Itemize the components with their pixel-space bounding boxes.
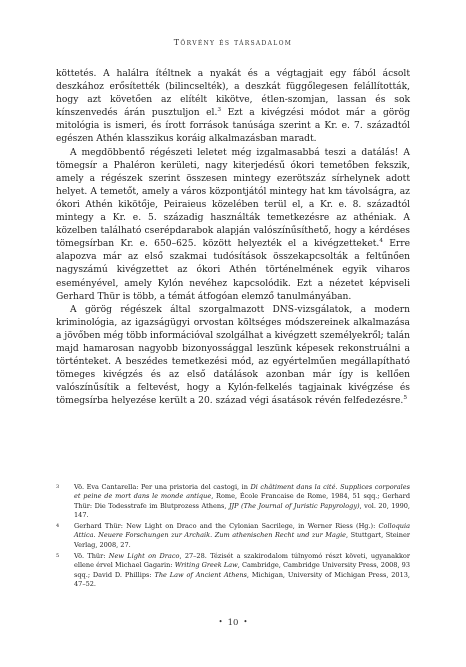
- text-run: A görög régészek által szorgalmazott DNS-vizsgálatok, a modern kriminológia, az igazságügyi orvostan költséges módszereinek alkalmazása a jövőben még több információval szolgálhat a kivégzett személyekről; talán majd hamarosan nagyobb bizonyossággal leszünk képesek rekonstruálni a történteket. A beszédes temetkezési mód, az egyértelműen megállapítható tömeges kivégzés és az első datálások azonban már így is kellően valószínűsítik a feltevést, hogy a Kylón-felkelés tagjainak kivégzése és tömegsírba helyezése került a 20. század végi ásatások révén felfedezésre.: [56, 304, 410, 407]
- footnote: [56, 522, 410, 550]
- text-run: , Michigan, University of Michigan Press, 2013, 47–52.: [74, 570, 411, 588]
- text-run: Vö. Thür:: [74, 552, 109, 561]
- italic-title: Writing Greek Law: [174, 561, 238, 570]
- footnote-reference: 3: [217, 107, 222, 114]
- text-run: Erre alapozva már az első szakmai tudósítások összekapcsolták a feltűnően nagyszámú kivégzettet az ókori Athén történelmének egyik viharos eseményével, amely Kylón nevéhez kapcsolódik. Ezt a nézetet képviseli Gerhard Thür is több, a témát átfogóan elemző tanulmányában.: [56, 239, 411, 302]
- footnotes: [56, 483, 410, 591]
- text-run: , Stuttgart, Steiner Verlag, 2008, 27.: [74, 531, 410, 549]
- italic-title: The Law of Ancient Athens: [154, 570, 247, 579]
- text-run: Vö. Eva Cantarella: Per una pristoria del castogi, in: [74, 483, 251, 491]
- italic-title: Di châtiment dans la cité. Supplices corporales et peine de mort dans le monde antique: [74, 483, 411, 501]
- text-run: , vol. 20, 1990, 147.: [74, 501, 410, 519]
- folio-bullet-left: •: [218, 618, 223, 626]
- page-number: [0, 618, 466, 628]
- footnote-reference: 4: [379, 238, 384, 245]
- running-head: Törvény és társadalom: [173, 38, 293, 47]
- paragraph: [56, 68, 410, 147]
- folio-number: 10: [227, 618, 239, 628]
- text-run: Ezt a kivégzési módot már a görög mitológia is ismeri, és írott források tanúsága szerint a Kr. e. 7. századtól egészen Athén klasszikus koráig alkalmazásban maradt.: [56, 108, 410, 145]
- text-run: Gerhard Thür: New Light on Draco and the Cylonian Sacrilege, in Werner Riess (Hg.):: [74, 522, 379, 531]
- footnote-reference: 5: [403, 395, 408, 402]
- body-text: [56, 68, 410, 408]
- italic-title: JJP (The Journal of Juristic Papyrology): [228, 501, 360, 510]
- footnote-number: 5: [56, 553, 60, 560]
- folio-bullet-right: •: [243, 618, 248, 626]
- footnote: [56, 483, 410, 520]
- text-run: A megdöbbentő régészeti leletet még izgalmasabbá teszi a datálás! A tömegsír a Phaléron kerületi, nagy kiterjedésű ókori temetőben fekszik, amely a régészek szerint összesen mintegy ezerötszáz sírhelynek adott helyet. A temetőt, amely a város központjától mintegy hat km távolságra, az ókori Athén kikötője, Peiraieus közelében terül el, a Kr. e. 8. századtól mintegy a Kr. e. 5. századig használták temetkezésre az athéniak. A közelben található cserépdarabok alapján valószínűsíthető, hogy a kérdéses tömegsírban Kr. e. 650–625. között helyezték el a kivégzetteket.: [56, 147, 410, 250]
- footnote: [56, 552, 410, 589]
- paragraph: [56, 147, 410, 304]
- text-run: köttetés. A halálra ítéltnek a nyakát és a végtagjait egy fából ácsolt deszkához erősítették (bilincselték), a deszkát függőlegesen felállították, hogy azt követően az elítélt kikötve, étlen-szomjan, lassan és sok kínszenvedés árán pusztuljon el.: [56, 69, 410, 119]
- italic-title: New Light on Draco: [108, 552, 180, 561]
- footnote-number: 4: [56, 523, 60, 530]
- text-run: , 27–28. Tézisét a szakirodalom túlnyomó részt követi, ugyanakkor ellene érvel Michael Gagarin:: [74, 552, 410, 570]
- footnote-number: 3: [56, 484, 60, 490]
- paragraph: [56, 304, 410, 409]
- italic-title: Colloquia Attica. Neuere Forschungen zur Archaik. Zum athenischen Recht und zur Magie: [74, 522, 410, 540]
- text-run: , Cambridge, Cambridge University Press, 2008, 93 sqq.; David D. Phillips:: [74, 561, 411, 579]
- text-run: , Rome, École Francaise de Rome, 1984, 51 sqq.; Gerhard Thür: Die Todesstrafe im Blutprozess Athens,: [74, 492, 411, 510]
